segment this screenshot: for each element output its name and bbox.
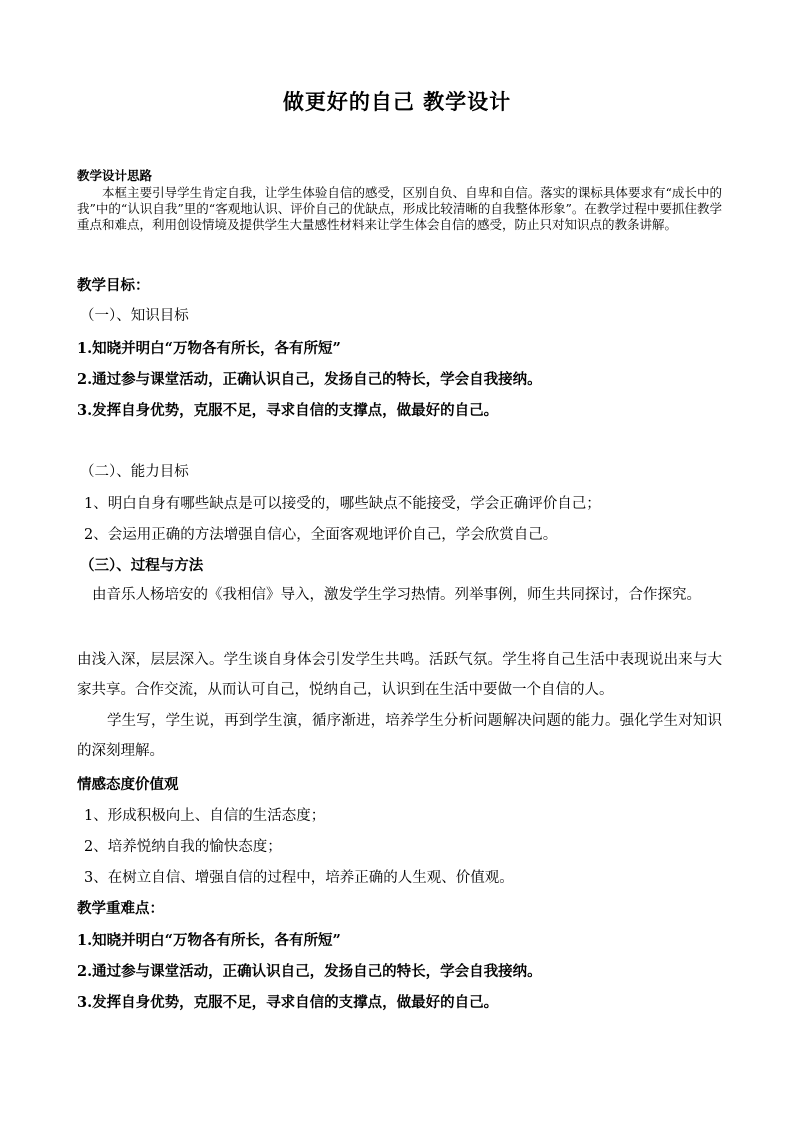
design-heading: 教学设计思路 [77,168,153,183]
ability-item: 2、会运用正确的方法增强自信心，全面客观地评价自己，学会欣赏自己。 [84,527,558,543]
design-paragraph: 本框主要引导学生肯定自我，让学生体验自信的感受，区别自负、自卑和自信。落实的课标具体要求有“成长中的我”中的“认识自我”里的“客观地认识、评价自己的优缺点，形成比较清晰的自我整体形象”。在教学过程中要抓住教学重点和难点，利用创设情境及提供学生大量感性材料来让学生体会自信的感受，防止只对知识点的教条讲解。 [77,185,722,232]
process-paragraph: 由音乐人杨培安的《我相信》导入，激发学生学习热情。列举事例，师生共同探讨，合作探究。 [92,587,701,603]
process-paragraph: 由浅入深，层层深入。学生谈自身体会引发学生共鸣。活跃气氛。学生将自己生活中表现说出来与大家共享。合作交流，从而认可自己，悦纳自己，认识到在生活中要做一个自信的人。 [77,652,722,698]
key-heading: 教学重难点： [77,900,164,917]
values-heading: 情感态度价值观 [77,776,179,793]
values-item: 1、形成积极向上、自信的生活态度； [84,808,326,824]
knowledge-heading: （一）、知识目标 [80,308,189,324]
knowledge-item: 3.发挥自身优势，克服不足，寻求自信的支撑点，做最好的自己。 [77,402,499,419]
knowledge-item: 1.知晓并明白“万物各有所长，各有所短” [77,340,341,357]
ability-heading: （二）、能力目标 [80,464,189,480]
ability-item: 1、明白自身有哪些缺点是可以接受的，哪些缺点不能接受，学会正确评价自己； [84,496,601,512]
process-heading: （三）、过程与方法 [80,557,204,574]
process-paragraph: 学生写，学生说，再到学生演，循序渐进，培养学生分析问题解决问题的能力。强化学生对知识的深刻理解。 [77,713,722,759]
key-item: 1.知晓并明白“万物各有所长，各有所短” [77,932,341,949]
key-item: 3.发挥自身优势，克服不足，寻求自信的支撑点，做最好的自己。 [77,994,499,1011]
key-item: 2.通过参与课堂活动，正确认识自己，发扬自己的特长，学会自我接纳。 [77,963,542,980]
values-item: 2、培养悦纳自我的愉快态度； [84,839,282,855]
goals-heading: 教学目标： [77,277,150,294]
values-item: 3、在树立自信、增强自信的过程中，培养正确的人生观、价值观。 [84,870,514,886]
document-title: 做更好的自己 教学设计 [282,90,512,114]
knowledge-item: 2.通过参与课堂活动，正确认识自己，发扬自己的特长，学会自我接纳。 [77,371,542,388]
